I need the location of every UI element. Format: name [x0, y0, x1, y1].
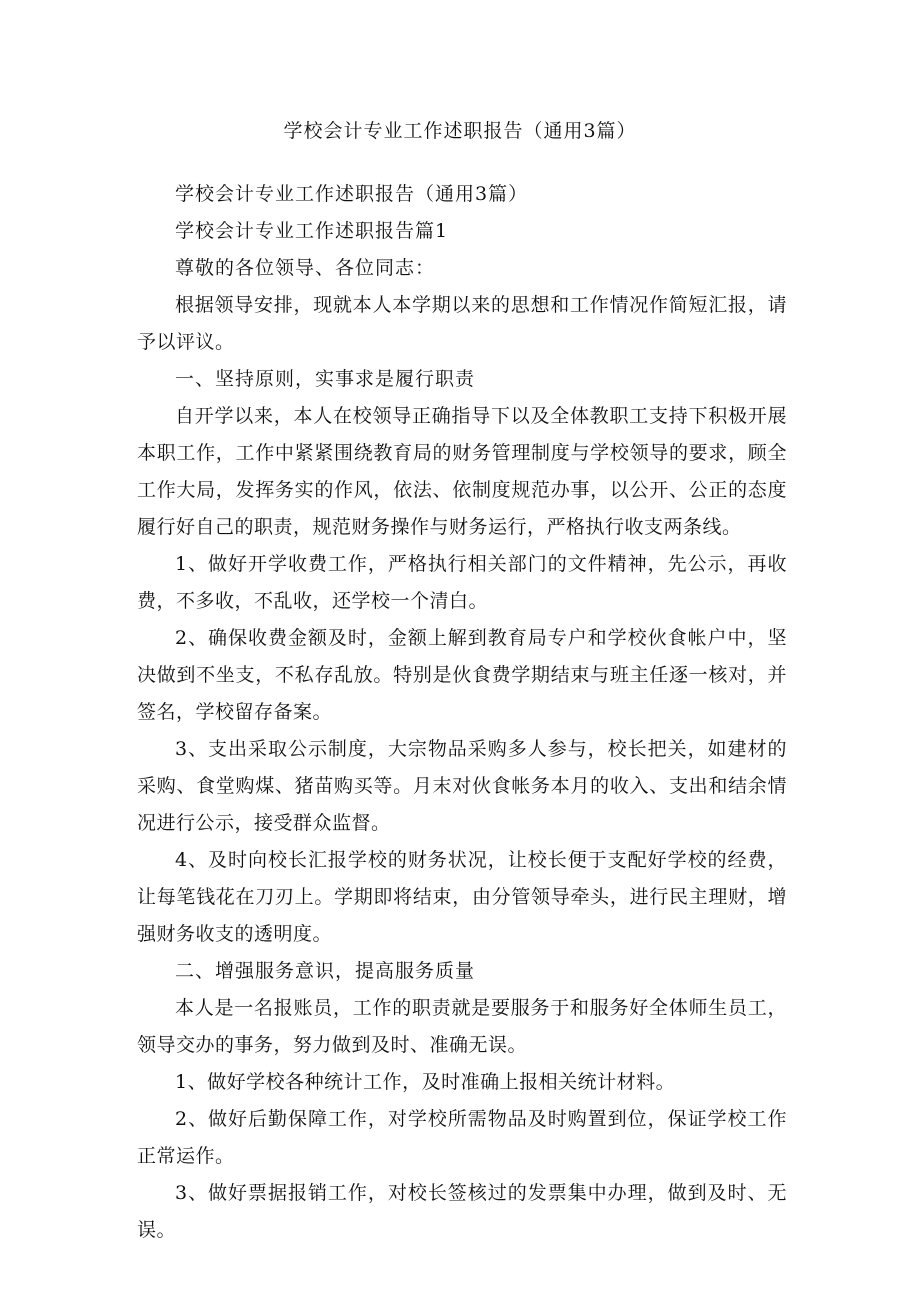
paragraph-item-2: 2、确保收费金额及时，金额上解到教育局专户和学校伙食帐户中，坚决做到不坐支，不私存乱放。特别是伙食费学期结束与班主任逐一核对，并签名，学校留存备案。 — [137, 627, 787, 723]
paragraph-item-3: 3、做好票据报销工作，对校长签核过的发票集中办理，做到及时、无误。 — [137, 1182, 787, 1241]
paragraph-item-1: 1、做好开学收费工作，严格执行相关部门的文件精神，先公示，再收费，不多收，不乱收，还学校一个清白。 — [137, 553, 787, 612]
paragraph-body: 自开学以来，本人在校领导正确指导下以及全体教职工支持下积极开展本职工作，工作中紧紧围绕教育局的财务管理制度与学校领导的要求，顾全工作大局，发挥务实的作风，依法、依制度规范办事，以公开、公正的态度履行好自己的职责，规范财务操作与财务运行，严格执行收支两条线。 — [137, 405, 787, 538]
paragraph-heading-2: 二、增强服务意识，提高服务质量 — [175, 960, 476, 982]
paragraph-section-title: 学校会计专业工作述职报告篇1 — [175, 220, 449, 242]
paragraph-item-1: 1、做好学校各种统计工作，及时准确上报相关统计材料。 — [175, 1071, 676, 1093]
paragraph-item-2: 2、做好后勤保障工作，对学校所需物品及时购置到位，保证学校工作正常运作。 — [137, 1108, 787, 1167]
paragraph-salutation: 尊敬的各位领导、各位同志： — [175, 257, 436, 279]
paragraph-item-4: 4、及时向校长汇报学校的财务状况，让校长便于支配好学校的经费，让每笔钱花在刀刃上。学期即将结束，由分管领导牵头，进行民主理财，增强财务收支的透明度。 — [137, 849, 787, 945]
document-body — [137, 176, 787, 1249]
paragraph-heading-1: 一、坚持原则，实事求是履行职责 — [175, 368, 476, 390]
document-title: 学校会计专业工作述职报告（通用3篇） — [283, 120, 637, 142]
paragraph-body: 本人是一名报账员，工作的职责就是要服务于和服务好全体师生员工，领导交办的事务，努力做到及时、准确无误。 — [137, 997, 787, 1056]
paragraph-intro: 根据领导安排，现就本人本学期以来的思想和工作情况作简短汇报，请予以评议。 — [137, 294, 787, 353]
paragraph-item-3: 3、支出采取公示制度，大宗物品采购多人参与，校长把关，如建材的采购、食堂购煤、猪苗购买等。月末对伙食帐务本月的收入、支出和结余情况进行公示，接受群众监督。 — [137, 738, 787, 834]
paragraph-collection-title: 学校会计专业工作述职报告（通用3篇） — [175, 183, 529, 205]
